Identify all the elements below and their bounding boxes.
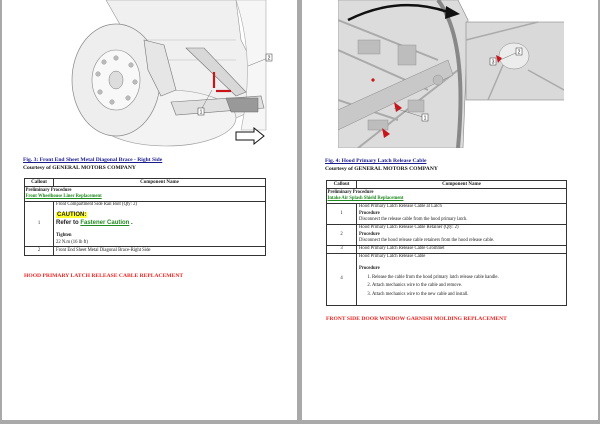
preliminary-label: Preliminary Procedure	[327, 189, 374, 195]
component-table	[326, 180, 567, 306]
component-name: Front End Sheet Metal Diagonal Brace-Right Side	[54, 247, 266, 255]
table-row	[327, 253, 567, 305]
preliminary-link[interactable]: Front Wheelhouse Liner Replacement	[25, 194, 102, 200]
component-name: Hood Primary Latch Release Cable Retainer (Qty: 2)	[359, 225, 459, 231]
procedure-label: Procedure	[359, 265, 380, 271]
figure-courtesy: Courtesy of GENERAL MOTORS COMPANY	[23, 165, 136, 171]
table-header-row	[327, 181, 567, 189]
callout-number: 1	[327, 203, 357, 224]
svg-text:2: 2	[517, 49, 521, 56]
column-header-component: Component Name	[54, 179, 266, 187]
table-row	[25, 201, 266, 246]
column-header-component: Component Name	[357, 181, 567, 189]
column-header-callout: Callout	[327, 181, 357, 189]
document-page-right	[302, 0, 598, 420]
svg-text:2: 2	[267, 55, 271, 62]
callout-number: 2	[25, 247, 54, 255]
callout-number: 2	[327, 224, 357, 245]
figure-callout-2	[266, 54, 272, 62]
table-row	[327, 203, 567, 224]
callout-number: 1	[25, 201, 54, 246]
callout-number: 4	[327, 253, 357, 305]
refer-prefix: Refer to	[56, 219, 79, 226]
figure-callout-1	[422, 114, 428, 122]
procedure-step: 1. Release the cable from the hood primary latch release cable handle.	[372, 274, 564, 282]
preliminary-row	[25, 187, 266, 202]
figure-title[interactable]: Fig. 3: Front End Sheet Metal Diagonal Brace - Right Side	[23, 157, 163, 163]
component-table	[24, 178, 266, 256]
procedure-label: Procedure	[359, 231, 380, 237]
preliminary-label: Preliminary Procedure	[25, 187, 72, 193]
procedure-step: 3. Attach mechanics wire to the new cable and install.	[372, 291, 564, 299]
torque-spec: 22 N.m (16 lb ft)	[56, 239, 88, 245]
figure-callout-2	[516, 48, 522, 56]
figure-front-end-brace	[36, 0, 274, 148]
procedure-label: Procedure	[359, 210, 380, 216]
next-section-title[interactable]: HOOD PRIMARY LATCH RELEASE CABLE REPLACEMENT	[24, 273, 184, 279]
svg-text:1: 1	[199, 109, 203, 116]
figure-title[interactable]: Fig. 4: Hood Primary Latch Release Cable	[325, 158, 427, 164]
fastener-caution-link[interactable]: Fastener Caution	[80, 219, 130, 226]
document-page-left	[2, 0, 297, 420]
procedure-steps	[359, 274, 564, 299]
component-name: Hood Primary Latch Release Cable Grommet	[357, 245, 567, 253]
caution-label: CAUTION:	[57, 211, 87, 218]
callout-number: 3	[327, 245, 357, 253]
component-name: Hood Primary Latch Release Cable	[359, 254, 426, 260]
next-section-title[interactable]: FRONT SIDE DOOR WINDOW GARNISH MOLDING REPLACEMENT	[326, 316, 507, 322]
preliminary-row	[327, 189, 567, 204]
figure-hood-latch-cable	[338, 0, 564, 148]
refer-suffix: .	[131, 219, 133, 226]
figure-callout-3	[490, 58, 496, 66]
table-header-row	[25, 179, 266, 187]
svg-text:1: 1	[423, 115, 427, 122]
component-name: Hood Primary Latch Release Cable at Latch	[359, 204, 442, 210]
procedure-step: 2. Attach mechanics wire to the cable and remove.	[372, 282, 564, 290]
tighten-label: Tighten	[56, 233, 72, 239]
preliminary-link[interactable]: Intake Air Splash Shield Replacement	[327, 196, 404, 202]
svg-text:3: 3	[491, 59, 495, 66]
procedure-text: Disconnect the hood release cable retainers from the hood release cable.	[359, 237, 495, 243]
table-row	[25, 247, 266, 255]
table-row	[327, 245, 567, 253]
figure-courtesy: Courtesy of GENERAL MOTORS COMPANY	[325, 166, 438, 172]
procedure-text: Disconnect the release cable from the hood primary latch.	[359, 216, 468, 222]
table-row	[327, 224, 567, 245]
figure-callout-1	[198, 108, 204, 116]
caution-refer	[56, 220, 263, 226]
component-name: Front Compartment Side Rail Bolt (Qty: 2)	[56, 202, 137, 208]
column-header-callout: Callout	[25, 179, 54, 187]
